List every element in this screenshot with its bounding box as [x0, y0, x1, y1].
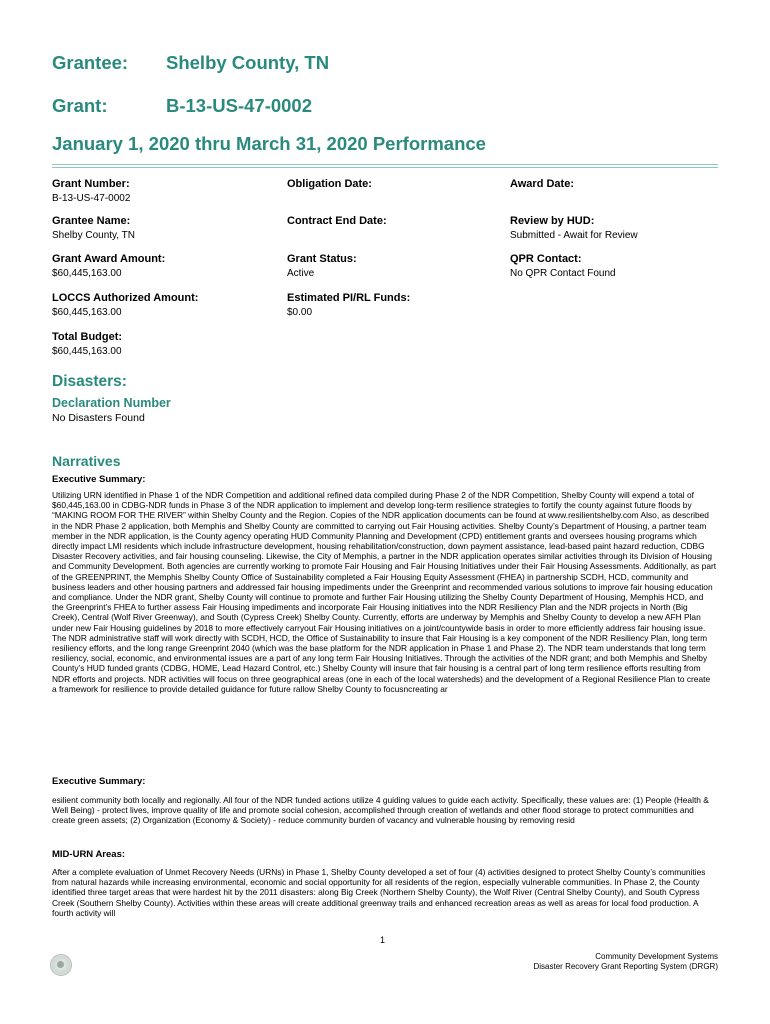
declaration-number-value: No Disasters Found [52, 412, 145, 424]
divider-top [52, 164, 718, 165]
pirl-funds-label: Estimated PI/RL Funds: [287, 292, 411, 304]
mid-urn-text: After a complete evaluation of Unmet Recovery Needs (URNs) in Phase 1, Shelby County developed a set of four (4) activities designed to protect Shelby County’s communities from natural hazards while increasing environmental, economic and social opportunity for all residents of the region, especially vulnerable communities. In Phase 2, the County identified three target areas that were hardest hit by the 2011 disasters: along Big Creek (Northern Shelby County), the Wolf River (Central Shelby County), and South Cypress Creek (Southern Shelby County). Activities within these areas will create additional greenway trails and enhanced recreation areas as well as areas for local food production. A fourth activity will [52, 867, 706, 918]
mid-urn-label: MID-URN Areas: [52, 849, 126, 860]
grant-number-value: B-13-US-47-0002 [52, 193, 131, 204]
grant-number-label: Grant Number: [52, 178, 130, 190]
contract-end-label: Contract End Date: [287, 215, 387, 227]
grant-heading [52, 95, 313, 117]
total-budget-label: Total Budget: [52, 331, 123, 343]
divider-bottom [52, 167, 718, 168]
grant-value: B-13-US-47-0002 [166, 95, 313, 116]
grantee-label: Grantee: [52, 52, 129, 73]
footer-line-1: Community Development Systems [595, 952, 718, 961]
grantee-value: Shelby County, TN [166, 52, 330, 73]
executive-summary-label: Executive Summary: [52, 474, 146, 485]
grantee-name-label: Grantee Name: [52, 215, 131, 227]
footer-system [534, 952, 719, 972]
award-date-label: Award Date: [510, 178, 574, 190]
performance-period: January 1, 2020 thru March 31, 2020 Performance [52, 133, 486, 154]
review-value: Submitted - Await for Review [510, 230, 638, 241]
qpr-contact-label: QPR Contact: [510, 253, 582, 265]
page-number: 1 [380, 935, 386, 945]
grantee-name-value: Shelby County, TN [52, 230, 136, 241]
grantee-heading [52, 52, 330, 74]
executive-summary-continued-text: esilient community both locally and regionally. All four of the NDR funded actions utilize 4 guiding values to guide each activity. Specifically, these values are: (1) People (Health & Well Being) - protect lives, improve quality of life and promote social cohesion, accomplished through creation of wetlands and other flood storage to protect communities and create green assets; (2) Organization (Economy & Society) - reduce community burden of vacancy and vulnerable housing by removing resid [52, 795, 709, 826]
grant-label: Grant: [52, 95, 108, 116]
obligation-date-label: Obligation Date: [287, 178, 372, 190]
narratives-heading: Narratives [52, 453, 121, 469]
footer-line-2: Disaster Recovery Grant Reporting System (DRGR) [533, 962, 718, 971]
hud-seal-icon [50, 954, 72, 976]
executive-summary-text: Utilizing URN identified in Phase 1 of the NDR Competition and additional refined data compiled during Phase 2 of the NDR Competition, Shelby County will expend a total of $60,445,163.00 in CDBG-NDR funds in Phase 3 of the NDR application to implement and develop long-term resilience strategies to fortify the county against future floods by “MAKING ROOM FOR THE RIVER” within Shelby County and the Region. Copies of the NDR application documents can be found at www.resilientshelby.com Also, as described in the NDR Phase 2 application, both Memphis and Shelby County are committed to carrying out Fair Housing activities. Shelby County’s Department of Housing, a partner team member in the NDR application, is the County agency operating HUD Community Planning and Development (CPD) entitlement grants and oversees housing programs which directly impact LMI residents which include infrastructure development, housing rehabilitation/construction, down payment assistance, lead-based paint hazard reduction, CDBG Disaster Recovery activities, and fair housing counseling. Likewise, the City of Memphis, a partner in the NDR application operates similar activities through its Division of Housing and Community Development. Both agencies are currently working to promote Fair Housing and Fair Housing Initiatives under their Fair Housing Assessments. Additionally, as part of the GREENPRINT, the Memphis Shelby County Office of Sustainability completed a Fair Housing Equity Assessment (FHEA) in partnership SCDH, HCD, community and business leaders and other housing partners and addressed fair housing impediments under the Greenprint and recommended various solutions to improve fair housing education and compliance. Under the NDR grant, Shelby County will continue to promote and further Fair Housing utilizing the Shelby County Department of Housing, Memphis HCD, and the Greenprint’s FHEA to further assess Fair Housing impediments and incorporate Fair Housing initiatives into the NDR Resiliency Plan and the NDR projects in North (Big Creek), Central (Wolf River Greenway), and South (Cypress Creek) Shelby County. Currently, efforts are underway by Memphis and Shelby County to develop a new AFH Plan under new Fair Housing guidelines by 2018 to more effectively carryout Fair Housing initiatives on a joint/countywide basis in order to more efficiently address fair housing issue. The NDR administrative staff will work directly with SCDH, HCD, the Office of Sustainability to insure that Fair Housing is a key component of the NDR Resiliency Plan, long term resiliency efforts, and the long range Greenprint 2040 (which was the base platform for the NDR application in Phase 1 and Phase 2). The NDR team understands that long term resiliency, social, economic, and environmental issues are a part of any long term Fair Housing Initiatives. Through the activities of the NDR grant; and both Memphis and Shelby County’s HUD funded grants (CDBG, HOME, Lead Hazard Control, etc.) Shelby County will insure that fair housing is a central part of long term resilience efforts resulting from NDR efforts and projects. NDR activities will focus on three geographical areas (one in each of the local watersheds) and the development of a Regional Resilience Plan to create a framework for resilience to provide detailed guidance for future rallow Shelby County to focusncreating ar [52, 490, 717, 694]
total-budget-value: $60,445,163.00 [52, 346, 122, 357]
pirl-funds-value: $0.00 [287, 307, 313, 318]
qpr-contact-value: No QPR Contact Found [510, 268, 616, 279]
grant-status-label: Grant Status: [287, 253, 357, 265]
award-amount-label: Grant Award Amount: [52, 253, 166, 265]
executive-summary-continued-label: Executive Summary: [52, 776, 146, 787]
disasters-heading: Disasters: [52, 373, 127, 390]
declaration-number-label: Declaration Number [52, 396, 171, 410]
grant-status-value: Active [287, 268, 315, 279]
loccs-label: LOCCS Authorized Amount: [52, 292, 199, 304]
loccs-value: $60,445,163.00 [52, 307, 122, 318]
review-label: Review by HUD: [510, 215, 595, 227]
award-amount-value: $60,445,163.00 [52, 268, 122, 279]
